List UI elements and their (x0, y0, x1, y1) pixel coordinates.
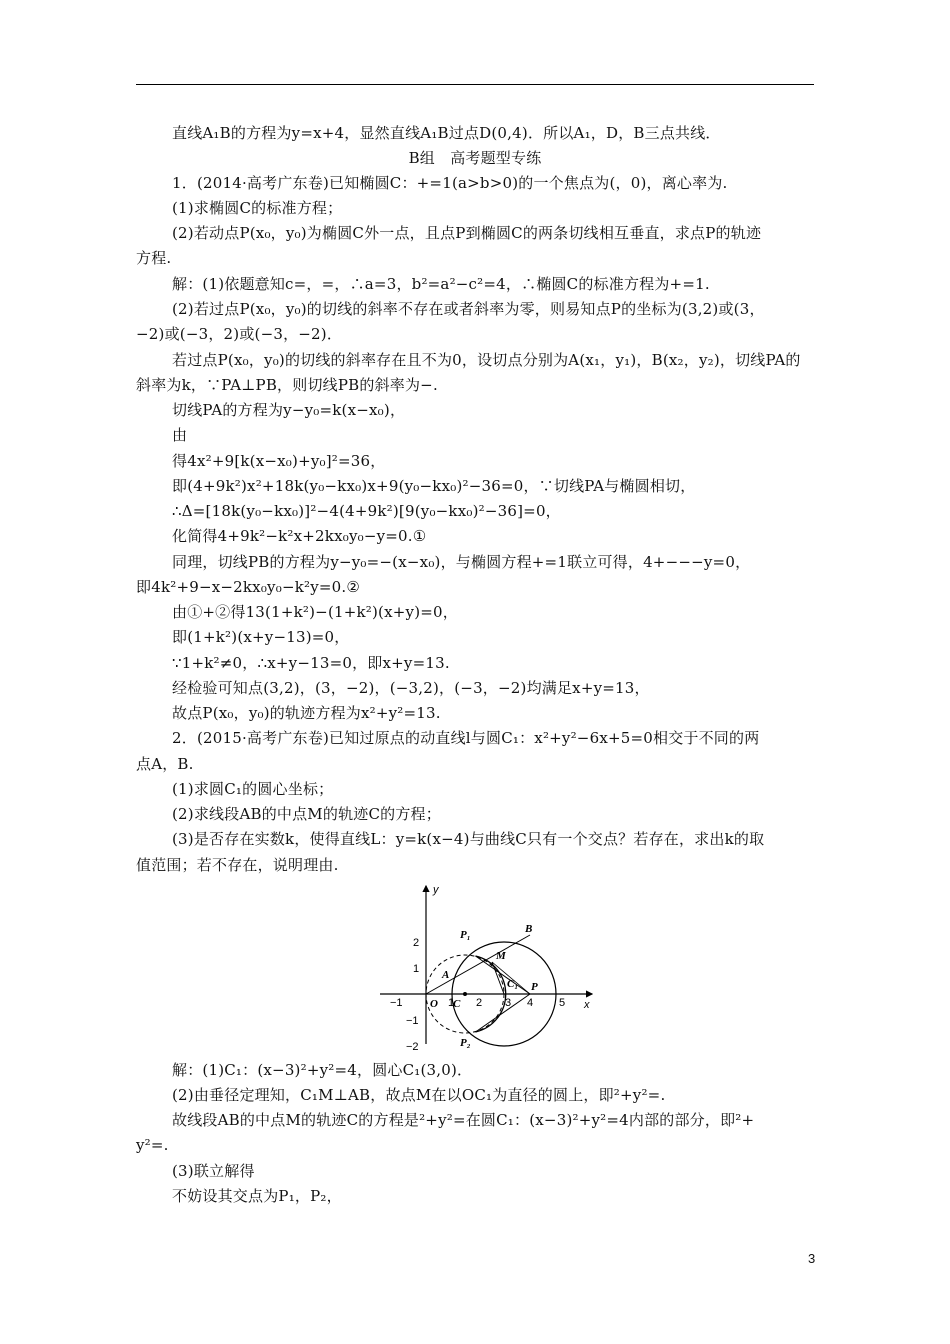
x-tick: 3 (505, 997, 512, 1009)
text-line: (3)联立解得 (172, 1162, 255, 1180)
text-line: 故线段AB的中点M的轨迹C的方程是²+y²=在圆C₁：(x−3)²+y²=4内部的部分，即²+ (172, 1111, 755, 1129)
point-c (463, 992, 467, 996)
text-line: y²=. (136, 1136, 169, 1154)
geometry-figure (380, 880, 598, 1053)
label-p: P (531, 981, 538, 993)
text-line: ∴Δ=[18k(y₀−kx₀)]²−4(4+9k²)[9(y₀−kx₀)²−36]=0， (172, 502, 561, 520)
label-p2: P₂ (460, 1037, 471, 1049)
y-tick: −2 (406, 1041, 419, 1053)
text-line: (2)若动点P(x₀，y₀)为椭圆C外一点，且点P到椭圆C的两条切线相互垂直，求点P的轨迹 (172, 224, 762, 242)
text-line: (2)若过点P(x₀，y₀)的切线的斜率不存在或者斜率为零，则易知点P的坐标为(3,2)或(3， (172, 300, 765, 318)
line-pp2 (476, 994, 534, 1032)
text-line: 得4x²+9[k(x−x₀)+y₀]²=36， (172, 452, 386, 470)
text-line: 由 (172, 426, 188, 444)
x-tick: −1 (390, 997, 403, 1009)
y-tick: 1 (413, 963, 420, 975)
text-line: 即(1+k²)(x+y−13)=0， (172, 628, 350, 646)
header-rule (136, 84, 814, 85)
text-line: 直线A₁B的方程为y=x+4，显然直线A₁B过点D(0,4)．所以A₁，D，B三点共线． (172, 124, 721, 142)
y-axis-label: y (433, 884, 439, 896)
text-line: 即4k²+9−x−2kx₀y₀−k²y=0.② (136, 578, 361, 596)
text-line: 若过点P(x₀，y₀)的切线的斜率存在且不为0，设切点分别为A(x₁，y₁)，B(x₂，y₂)，切线PA的 (172, 351, 801, 369)
text-line: 经检验可知点(3,2)，(3，−2)，(−3,2)，(−3，−2)均满足x+y=13， (172, 679, 650, 697)
text-line: 化简得4+9k²−k²x+2kx₀y₀−y=0.① (172, 527, 427, 545)
label-p1: P₁ (460, 929, 471, 941)
text-line: 点A，B. (136, 755, 194, 773)
label-c: C (453, 998, 461, 1010)
problem-1-statement: 1．(2014·高考广东卷)已知椭圆C：+=1(a>b>0)的一个焦点为(，0)，离心率为. (172, 174, 728, 192)
text-line: 值范围；若不存在，说明理由. (136, 856, 339, 874)
x-axis-label: x (584, 999, 590, 1011)
x-tick: 5 (559, 997, 566, 1009)
page-number: 3 (808, 1251, 816, 1266)
text-line: (2)由垂径定理知，C₁M⊥AB，故点M在以OC₁为直径的圆上，即²+y²=. (172, 1086, 666, 1104)
text-line: 即(4+9k²)x²+18k(y₀−kx₀)x+9(y₀−kx₀)²−36=0，∵切线PA与椭圆相切， (172, 477, 696, 495)
text-line: 切线PA的方程为y−y₀=k(x−x₀)， (172, 401, 406, 419)
text-line: (3)是否存在实数k，使得直线L：y=k(x−4)与曲线C只有一个交点？若存在，求出k的取 (172, 830, 765, 848)
y-tick: 2 (413, 937, 420, 949)
text-line: 方程. (136, 249, 172, 267)
text-line: 由①+②得13(1+k²)−(1+k²)(x+y)=0， (172, 603, 458, 621)
label-c1: C₁ (507, 978, 519, 990)
x-tick: 4 (527, 997, 534, 1009)
text-line: (1)求椭圆C的标准方程； (172, 199, 343, 217)
text-line: (2)求线段AB的中点M的轨迹C的方程； (172, 805, 441, 823)
text-line: 解：(1)依题意知c=，=，∴a=3，b²=a²−c²=4，∴椭圆C的标准方程为+=1. (172, 275, 710, 293)
text-line: 故点P(x₀，y₀)的轨迹方程为x²+y²=13. (172, 704, 441, 722)
text-line: 同理，切线PB的方程为y−y₀=−(x−x₀)，与椭圆方程+=1联立可得，4+−−−y=0， (172, 553, 751, 571)
label-a: A (442, 969, 450, 981)
problem-2-statement: 2．(2015·高考广东卷)已知过原点的动直线l与圆C₁：x²+y²−6x+5=0相交于不同的两 (172, 729, 760, 747)
label-o: O (430, 998, 438, 1010)
label-b: B (525, 923, 533, 935)
section-heading: B组 高考题型专练 (408, 149, 542, 167)
y-tick: −1 (406, 1015, 419, 1027)
text-line: 解：(1)C₁：(x−3)²+y²=4，圆心C₁(3,0)． (172, 1061, 473, 1079)
label-m: M (496, 950, 506, 962)
text-line: 不妨设其交点为P₁，P₂， (172, 1187, 342, 1205)
x-tick: 2 (476, 997, 483, 1009)
text-line: ∵1+k²≠0，∴x+y−13=0，即x+y=13. (172, 654, 450, 672)
text-line: (1)求圆C₁的圆心坐标； (172, 780, 334, 798)
text-line: −2)或(−3，2)或(−3，−2)． (136, 325, 343, 343)
x-tick: 1 (448, 997, 455, 1009)
text-line: 斜率为k，∵PA⊥PB，则切线PB的斜率为−. (136, 376, 438, 394)
